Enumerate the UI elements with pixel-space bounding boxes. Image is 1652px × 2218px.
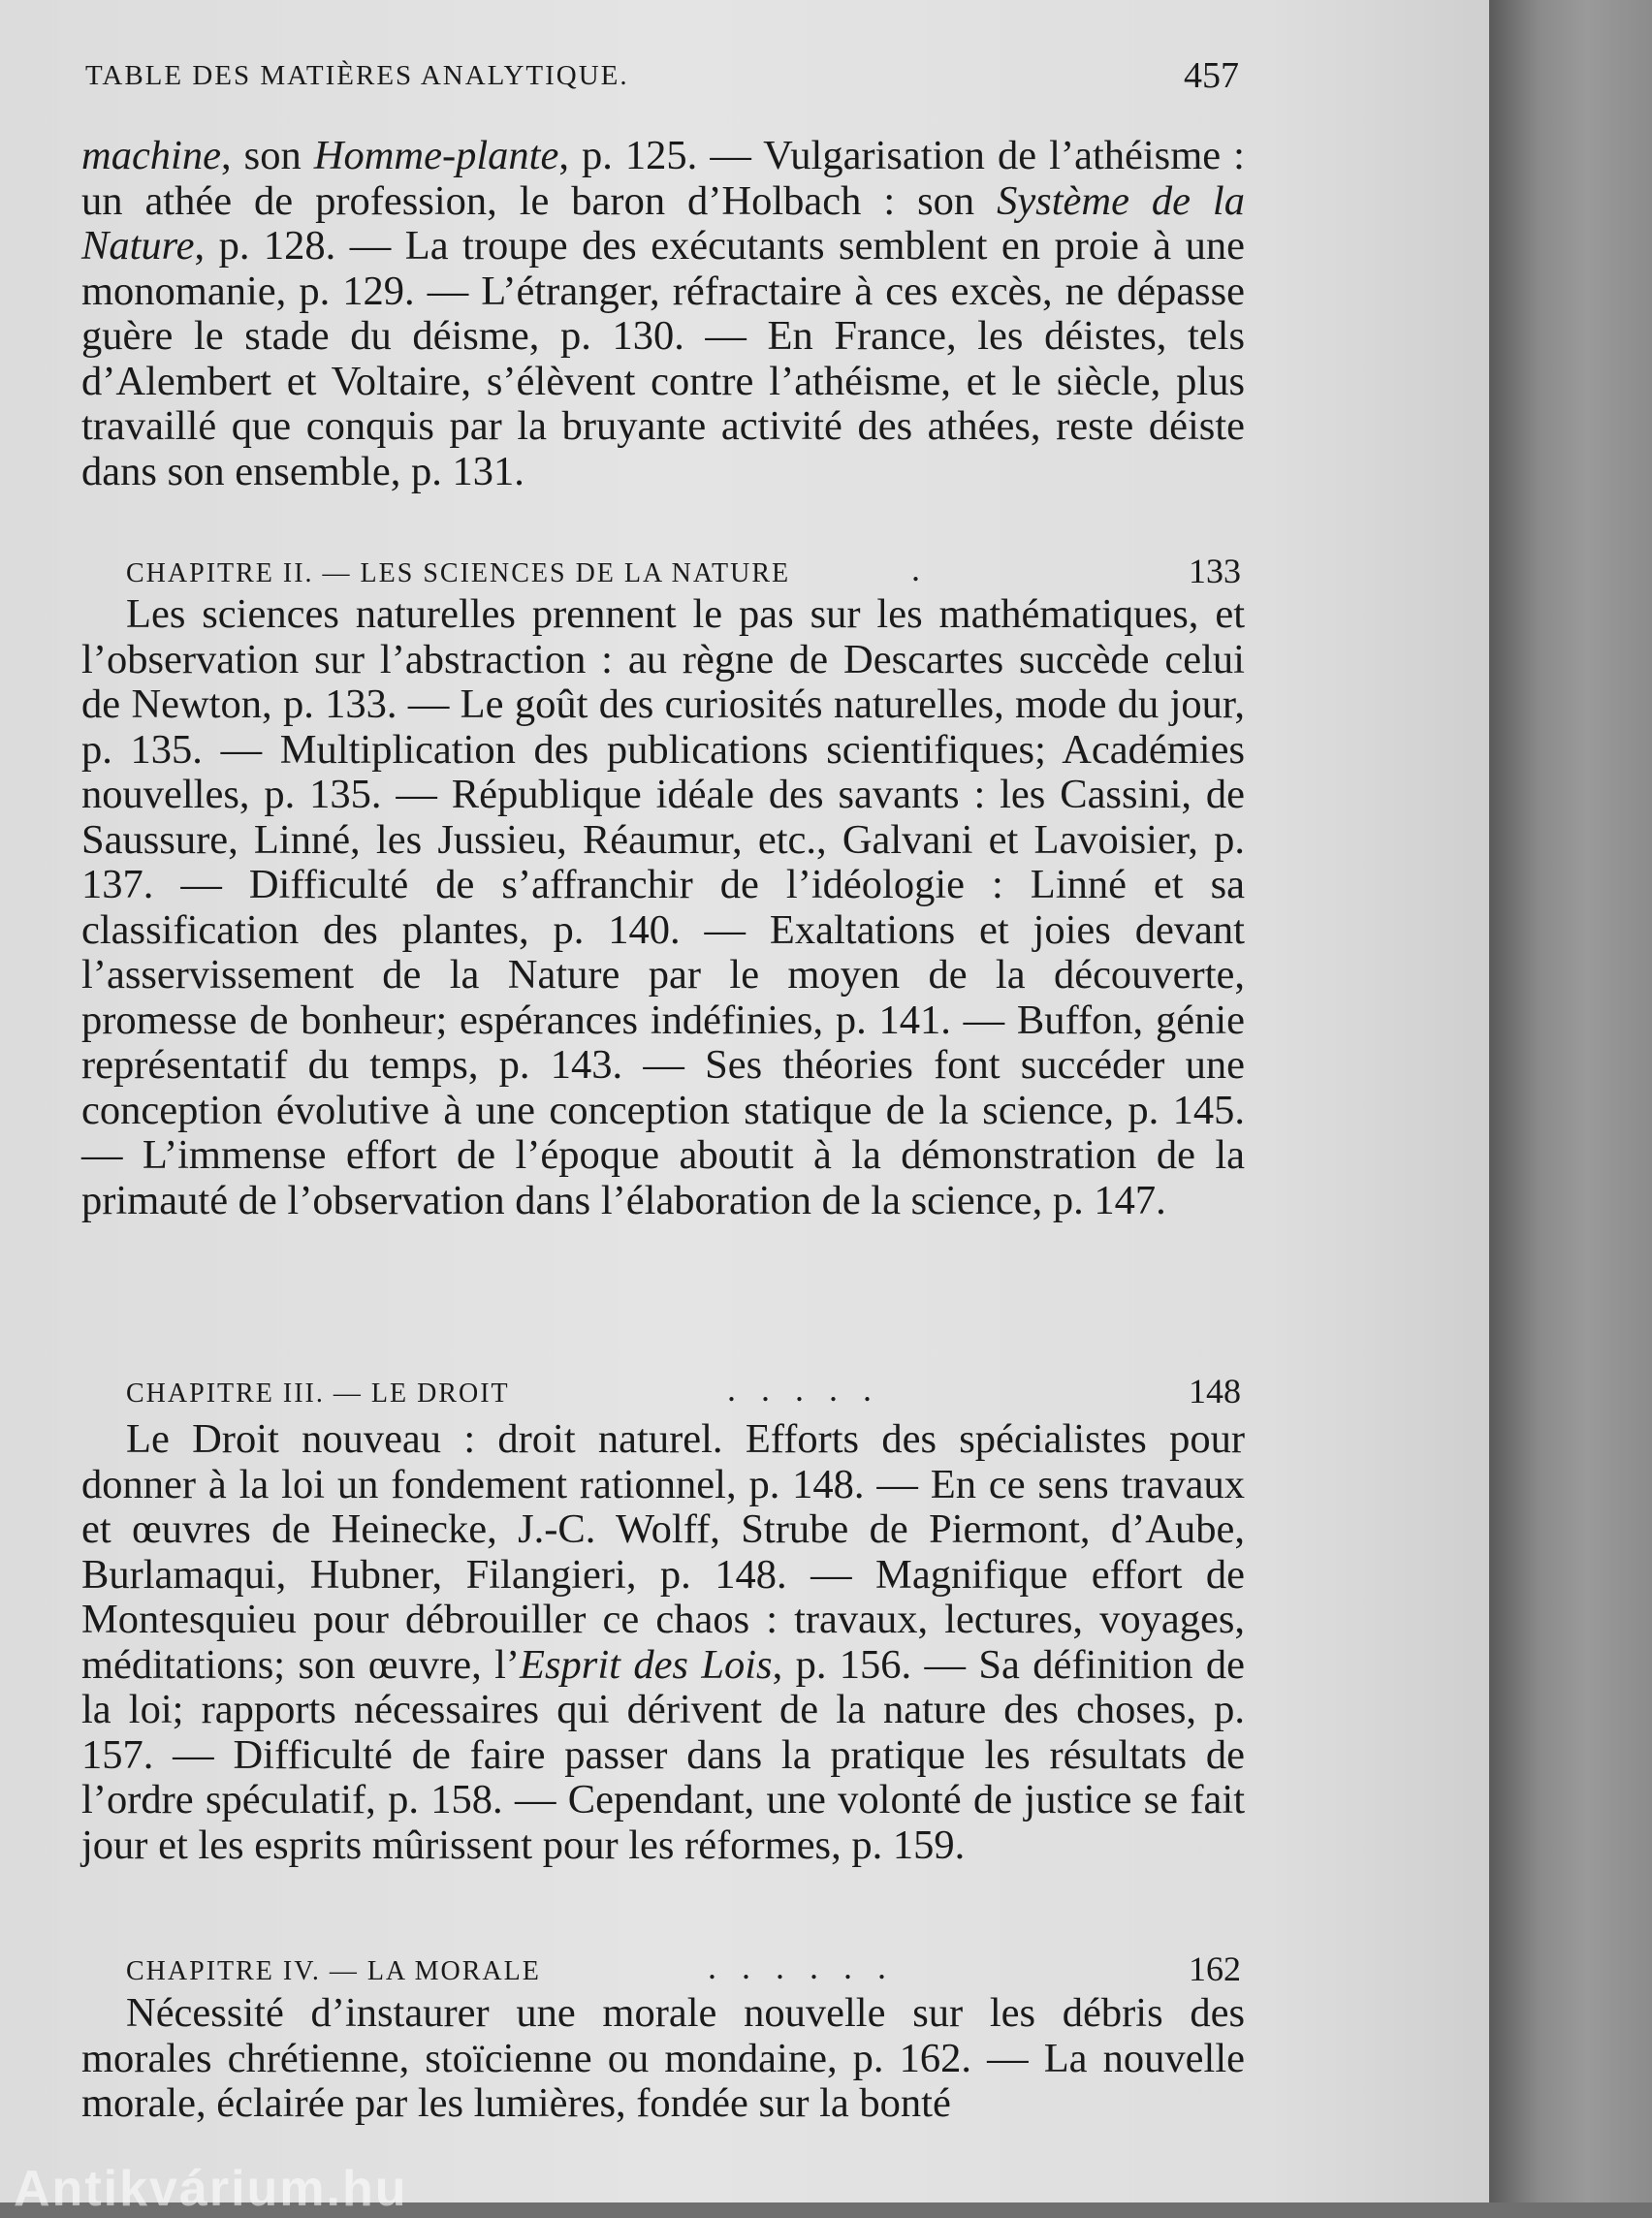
chapter-title: CHAPITRE II. — LES SCIENCES DE LA NATURE <box>126 558 791 588</box>
text-run: , p. 156. — Sa définition de la loi; rapports nécessaires qui dérivent de la nature des choses, p. 157. — Difficulté de faire passer dans la pratique les résultats de l’ordre spéculatif, p. 158. — Cependant, une volonté de justice se fait jour et les esprits mûrissent pour les réformes, p. 159. <box>81 1641 1245 1868</box>
leader-dots: . <box>911 550 945 588</box>
book-spine <box>1489 0 1652 2202</box>
chapter-heading-4 <box>126 1949 1241 1987</box>
chapter-title: CHAPITRE IV. — LA MORALE <box>126 1956 541 1986</box>
italic-title: Homme-plante <box>313 133 559 178</box>
chapter-heading-2 <box>126 551 1241 589</box>
chapter-heading-3 <box>126 1371 1241 1410</box>
text-run: , son <box>220 133 314 178</box>
chapter-title: CHAPITRE III. — LE DROIT <box>126 1378 510 1409</box>
chapter-page: 162 <box>1189 1949 1241 1988</box>
text-run: , p. 128. — La troupe des exécutants semblent en proie à une monomanie, p. 129. — L’étranger, réfractaire à ces excès, ne dépasse guère le stade du déisme, p. 130. — En France, les déistes, tels d’Alembert et Voltaire, s’élèvent contre l’athéisme, et le siècle, plus travaillé que conquis par la bruyante activité des athées, reste déiste dans son ensemble, p. 131. <box>81 223 1245 494</box>
text-run: , p. 125. — Vulgarisation de l’athéisme : un athée de profession, le baron d’Holbach : son <box>81 133 1245 224</box>
chapter-4-summary: Nécessité d’instaurer une morale nouvelle sur les débris des morales chrétienne, stoïcienne ou mondaine, p. 162. — La nouvelle morale, éclairée par les lumières, fondée sur la bonté <box>81 1990 1245 2126</box>
leader-dots: ...... <box>708 1948 911 1986</box>
chapter-2-summary: Les sciences naturelles prennent le pas sur les mathématiques, et l’observation sur l’abstraction : au règne de Descartes succède celui de Newton, p. 133. — Le goût des curiosités naturelles, mode du jour, p. 135. — Multiplication des publications scientifiques; Académies nouvelles, p. 135. — République idéale des savants : les Cassini, de Saussure, Linné, les Jussieu, Réaumur, etc., Galvani et Lavoisier, p. 137. — Difficulté de s’affranchir de l’idéologie : Linné et sa classification des plantes, p. 140. — Exaltations et joies devant l’asservissement de la Nature par le moyen de la découverte, promesse de bonheur; espérances indéfinies, p. 141. — Buffon, génie représentatif du temps, p. 143. — Ses théories font succéder une conception évolutive à une conception statique de la science, p. 145. — L’immense effort de l’époque aboutit à la démonstration de la primauté de l’observation dans l’élaboration de la science, p. 147. <box>81 591 1245 1223</box>
text-run: Le Droit nouveau : droit naturel. Efforts des spécialistes pour donner à la loi un fondement rationnel, p. 148. — En ce sens travaux et œuvres de Heinecke, J.-C. Wolff, Strube de Piermont, d’Aube, Burlamaqui, Hubner, Filangieri, p. 148. — Magnifique effort de Montesquieu pour débrouiller ce chaos : travaux, lectures, voyages, méditations; son œuvre, l’ <box>81 1416 1245 1688</box>
intro-paragraph <box>81 134 1245 494</box>
chapter-3-summary <box>81 1417 1245 1868</box>
leader-dots: ..... <box>727 1370 897 1409</box>
page-number: 457 <box>1184 55 1239 96</box>
italic-title: machine <box>81 133 221 178</box>
italic-title: Esprit des Lois <box>520 1641 773 1688</box>
chapter-page: 133 <box>1189 552 1241 590</box>
running-head <box>85 50 1239 99</box>
watermark: Antikvárium.hu <box>14 2161 408 2217</box>
italic-title: Système de la Nature <box>81 177 1245 269</box>
running-title: TABLE DES MATIÈRES ANALYTIQUE. <box>85 60 629 91</box>
chapter-page: 148 <box>1189 1372 1241 1410</box>
